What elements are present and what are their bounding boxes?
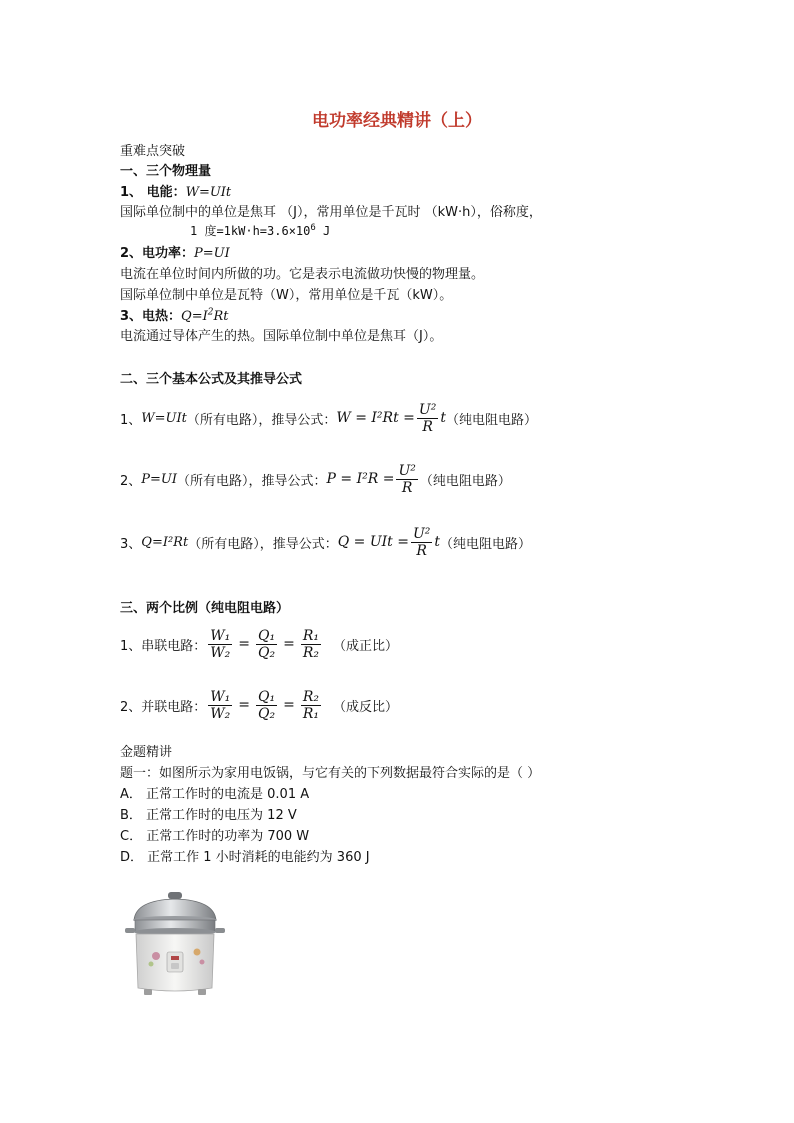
option-c: C． 正常工作时的功率为 700 W bbox=[120, 829, 310, 844]
row-text: （所有电路），推导公式： bbox=[186, 412, 337, 428]
page-title: 电功率经典精讲（上） bbox=[312, 111, 482, 131]
formula-row-work bbox=[120, 398, 537, 438]
section-2-heading: 二、三个基本公式及其推导公式 bbox=[120, 372, 303, 387]
item-electric-heat bbox=[120, 305, 228, 324]
option-d: D． 正常工作 1 小时消耗的电能约为 360 J bbox=[120, 850, 370, 865]
fraction bbox=[208, 689, 232, 722]
intro-label: 重难点突破 bbox=[120, 144, 186, 159]
formula: W=UIt bbox=[141, 410, 187, 426]
option-a: A． 正常工作时的电流是 0.01 A bbox=[120, 787, 310, 802]
paragraph: 国际单位制中单位是瓦特（W），常用单位是千瓦（kW）。 bbox=[120, 288, 453, 303]
formula: Q=I²Rt bbox=[141, 534, 189, 550]
equals-sign: = bbox=[283, 697, 295, 713]
formula-row-heat bbox=[120, 522, 531, 562]
fraction bbox=[417, 402, 438, 435]
fraction bbox=[301, 689, 321, 722]
row-text: （所有电路），推导公式： bbox=[177, 473, 327, 489]
item-electric-power bbox=[120, 242, 230, 261]
formula-part: Rt bbox=[213, 309, 229, 324]
question-text: 题一：如图所示为家用电饭锅，与它有关的下列数据最符合实际的是（ ） bbox=[120, 766, 541, 781]
formula: P=UI bbox=[141, 471, 178, 487]
fraction bbox=[256, 628, 277, 661]
fraction bbox=[301, 628, 321, 661]
section-3-heading: 三、两个比例（纯电阻电路） bbox=[120, 601, 290, 616]
fraction bbox=[396, 463, 417, 496]
denominator: R bbox=[401, 479, 413, 496]
option-b: B． 正常工作时的电压为 12 V bbox=[120, 808, 297, 823]
row-text: （所有电路），推导公式： bbox=[188, 536, 338, 552]
row-note: （成正比） bbox=[333, 638, 399, 654]
conversion-text: 1 度=1kW·h=3.6×10 bbox=[190, 224, 311, 238]
numerator: W₁ bbox=[210, 627, 231, 644]
denominator: Q₂ bbox=[258, 705, 276, 722]
numerator: U² bbox=[418, 401, 437, 418]
paragraph: 国际单位制中的单位是焦耳 （J），常用单位是千瓦时 （kW·h），俗称度， bbox=[120, 205, 542, 220]
formula-part: Q=I bbox=[181, 309, 208, 324]
item-label: 2、电功率： bbox=[120, 246, 195, 261]
item-label: 1、 电能： bbox=[120, 185, 186, 200]
numerator: U² bbox=[412, 525, 431, 542]
fraction bbox=[208, 628, 232, 661]
numerator: W₁ bbox=[210, 688, 231, 705]
fraction bbox=[256, 689, 277, 722]
equals-sign: = bbox=[238, 636, 251, 652]
ratio-row-series bbox=[120, 622, 398, 666]
row-index: 1、 bbox=[120, 412, 142, 428]
formula: P=UI bbox=[194, 246, 230, 261]
section-1-heading: 一、三个物理量 bbox=[120, 164, 212, 179]
formula bbox=[181, 309, 228, 324]
exponent: 2 bbox=[207, 307, 214, 318]
row-label: 2、并联电路： bbox=[120, 699, 207, 715]
conversion-unit: J bbox=[315, 224, 331, 238]
numerator: Q₁ bbox=[258, 627, 276, 644]
formula: W=UIt bbox=[185, 185, 232, 200]
formula-row-power bbox=[120, 459, 511, 499]
numerator: R₂ bbox=[302, 688, 320, 705]
formula-variable: t bbox=[440, 410, 446, 426]
paragraph: 电流通过导体产生的热。国际单位制中单位是焦耳（J）。 bbox=[120, 329, 443, 344]
derived-formula: W = I²Rt = bbox=[336, 410, 415, 426]
denominator: R bbox=[422, 418, 433, 435]
denominator: W₂ bbox=[210, 644, 231, 661]
paragraph: 电流在单位时间内所做的功。它是表示电流做功快慢的物理量。 bbox=[120, 267, 485, 282]
exponent: 6 bbox=[310, 223, 316, 233]
derived-formula: P = I²R = bbox=[326, 471, 395, 487]
row-note: （纯电阻电路） bbox=[445, 412, 537, 428]
row-index: 3、 bbox=[120, 536, 142, 552]
equals-sign: = bbox=[238, 697, 251, 713]
denominator: R₂ bbox=[302, 644, 320, 661]
item-electric-energy bbox=[120, 181, 231, 200]
item-label: 3、电热： bbox=[120, 309, 182, 324]
row-note: （成反比） bbox=[333, 699, 399, 715]
denominator: Q₂ bbox=[258, 644, 276, 661]
ratio-row-parallel bbox=[120, 683, 398, 727]
rice-cooker-image bbox=[122, 890, 228, 1002]
equals-sign: = bbox=[283, 636, 295, 652]
numerator: U² bbox=[398, 462, 416, 479]
denominator: R bbox=[416, 542, 427, 559]
row-label: 1、串联电路： bbox=[120, 638, 207, 654]
denominator: R₁ bbox=[302, 705, 320, 722]
unit-conversion bbox=[190, 222, 330, 239]
exercise-heading: 金题精讲 bbox=[120, 745, 173, 760]
numerator: Q₁ bbox=[258, 688, 276, 705]
derived-formula: Q = UIt = bbox=[337, 534, 409, 550]
formula-variable: t bbox=[434, 534, 441, 550]
row-note: （纯电阻电路） bbox=[440, 536, 532, 552]
fraction bbox=[411, 526, 432, 559]
row-index: 2、 bbox=[120, 473, 142, 489]
numerator: R₁ bbox=[302, 627, 320, 644]
row-note: （纯电阻电路） bbox=[419, 473, 511, 489]
denominator: W₂ bbox=[210, 705, 231, 722]
